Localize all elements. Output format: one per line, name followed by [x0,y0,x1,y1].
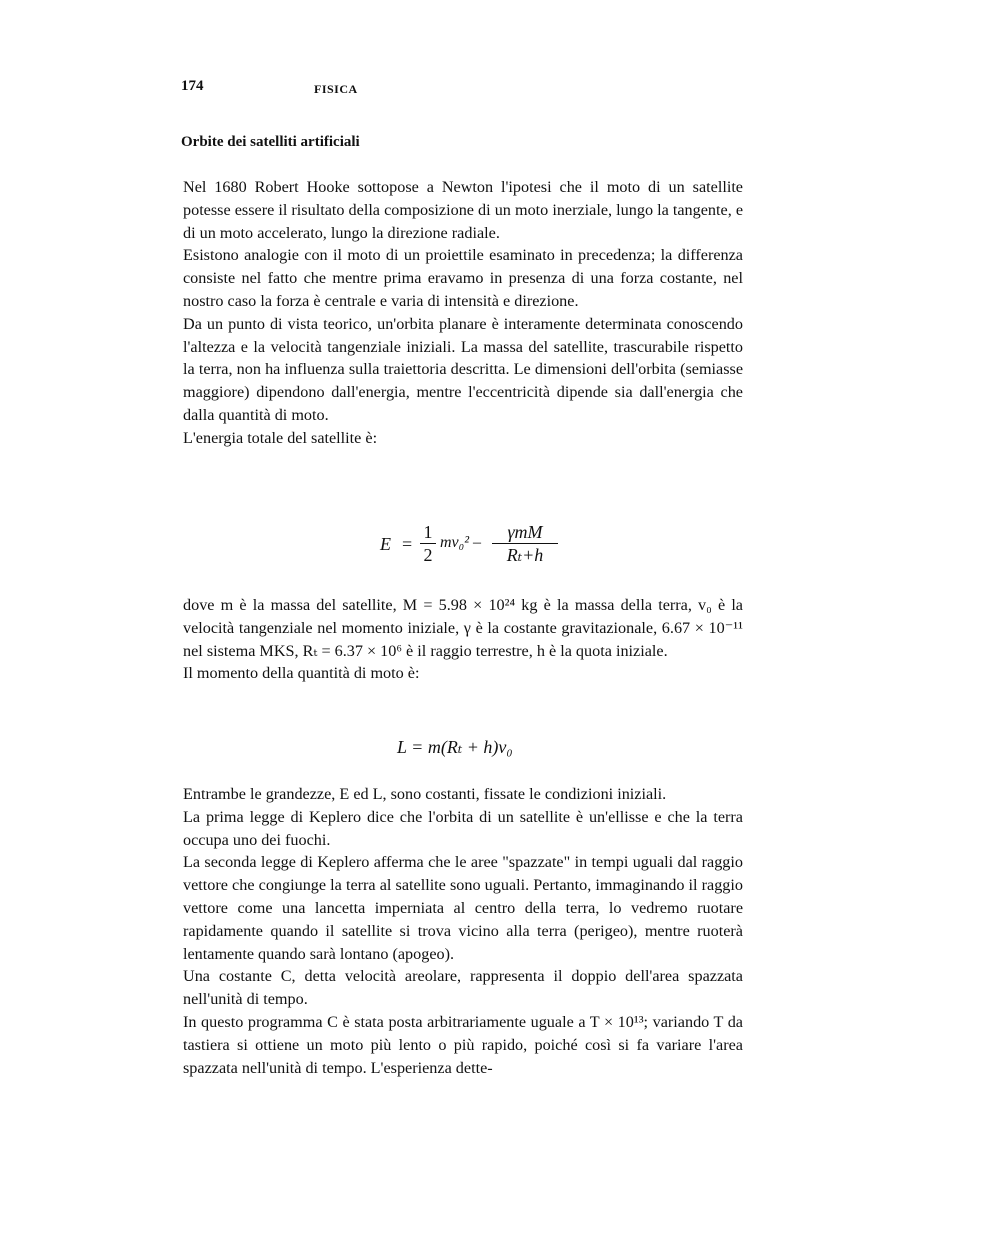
fraction-potential [492,522,558,565]
paragraph: Esistono analogie con il moto di un proiettile esaminato in precedenza; la differenza consiste nel fatto che mentre prima eravamo in presenza di una forza costante, nel nostro caso la forza è centrale e varia di intensità e direzione. [183,246,743,310]
paragraph: Entrambe le grandezze, E ed L, sono costanti, fissate le condizioni iniziali. [183,785,667,803]
fraction-bar [492,543,558,544]
fraction-numerator: γmM [507,522,543,542]
energy-formula [380,522,570,572]
paragraph: La prima legge di Keplero dice che l'orbita di un satellite è un'ellisse e che la terra occupa uno dei fuochi. [183,807,743,849]
fraction-denominator: 2 [423,545,433,565]
paragraph: Il momento della quantità di moto è: [183,664,420,683]
formula-equals: = [402,534,413,554]
paragraph: dove m è la massa del satellite, M = 5.98 × 10²⁴ kg è la massa della terra, v₀ è la velocità tangenziale nel momento iniziale, γ è la costante gravitazionale, 6.67 × 10⁻¹¹ nel sistema MKS, Rₜ = 6.37 × 10⁶ è il raggio terrestre, h è la quota iniziale. [183,596,743,660]
paragraph: Nel 1680 Robert Hooke sottopose a Newton l'ipotesi che il moto di un satellite potesse essere il risultato della composizione di un moto inerziale, lungo la tangente, e di un moto accelerato, lungo la direzione radiale. [183,178,743,242]
paragraph: L'energia totale del satellite è: [183,428,378,447]
fraction-numerator: 1 [423,522,433,542]
text-block-definitions [183,594,743,685]
text-block-intro [183,176,743,450]
paragraph: Da un punto di vista teorico, un'orbita planare è interamente determinata conoscendo l'altezza e la velocità tangenziale iniziali. La massa del satellite, trascurabile rispetto la terra, non ha influenza sulla traiettoria descritta. Le dimensioni dell'orbita (semiasse maggiore) dipendono dall'energia, mentre l'eccentricità dipende sia dall'energia che dalla quantità di moto. [183,314,743,424]
fraction-one-half [420,522,436,565]
text-block-kepler [183,783,743,1079]
formula-lhs: E [380,534,391,554]
fraction-denominator: Rₜ+h [506,545,544,565]
fraction-bar [420,543,436,544]
running-title: FISICA [314,82,358,96]
formula-term: mv₀² – [440,534,482,551]
section-title: Orbite dei satelliti artificiali [181,134,360,150]
page-number: 174 [181,78,204,94]
paragraph: Una costante C, detta velocità areolare, rappresenta il doppio dell'area spazzata nell'unità di tempo. [183,967,743,1009]
paragraph: La seconda legge di Keplero afferma che le aree "spazzate" in tempi uguali dal raggio vettore che congiunge la terra al satellite sono uguali. Pertanto, immaginando il raggio vettore come una lancetta imperniata al centro della terra, lo vedremo ruotare rapidamente quando il satellite si trova vicino alla terra (perigeo), mentre ruoterà lentamente quando sarà lontano (apogeo). [183,853,743,963]
paragraph: In questo programma C è stata posta arbitrariamente uguale a T × 10¹³; variando T da tastiera si ottiene un moto più lento o più rapido, poiché così si fa variare l'area spazzata nell'unità di tempo. L'esperienza dette- [183,1012,743,1077]
momentum-formula: L = m(Rₜ + h)v₀ [397,737,513,757]
